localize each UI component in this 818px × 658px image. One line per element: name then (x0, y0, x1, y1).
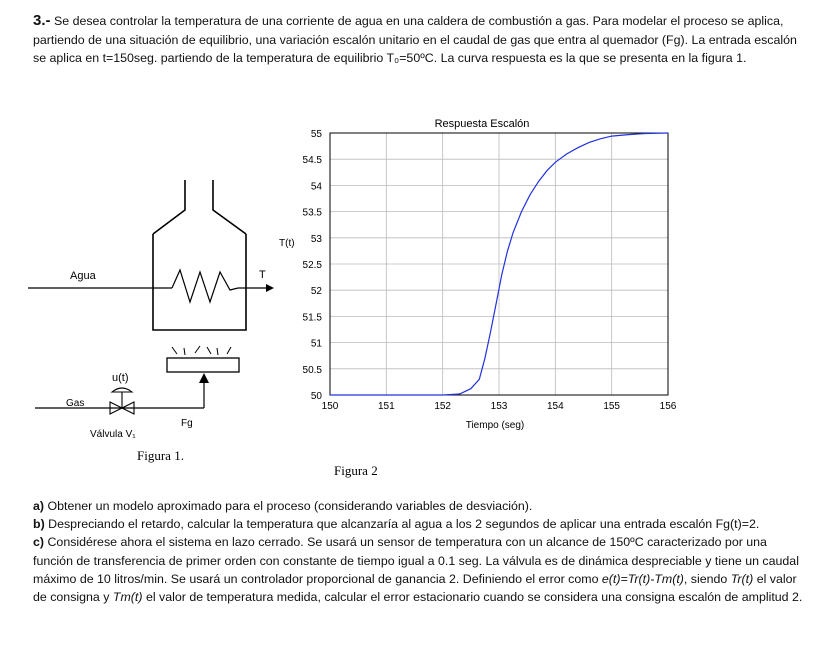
x-tick-label: 153 (490, 401, 508, 412)
figure1-caption: Figura 1. (137, 448, 184, 463)
heating-coil (172, 270, 238, 302)
label-fg: Fg (181, 418, 193, 429)
y-tick-label: 50 (310, 391, 322, 402)
x-tick-label: 152 (434, 401, 452, 412)
y-tick-label: 54 (310, 181, 322, 193)
y-tick-label: 54.5 (302, 155, 322, 167)
label-t-output: T (259, 269, 266, 281)
y-tick-label: 53 (310, 233, 322, 245)
y-tick-label: 52 (310, 286, 322, 298)
y-tick-label: 50.5 (302, 364, 322, 376)
problem-intro: Se desea controlar la temperatura de una corriente de agua en una caldera de combustión a gas. Para modelar el proceso se aplica, partiendo de una situación de equilibrio, una variación escalón unitario en el caudal de gas que entra al quemador (Fg). La entrada escalón se aplica en t=150seg. partiendo de la temperatura de equilibrio T₀=50ºC. La curva respuesta es la que se presenta en la figura 1. (33, 14, 797, 65)
flame-marks (172, 346, 231, 355)
y-tick-label: 52.5 (302, 260, 322, 271)
y-tick-label: 53.5 (302, 207, 322, 219)
questions (33, 497, 805, 606)
label-agua: Agua (70, 270, 96, 282)
x-tick-label: 150 (321, 401, 339, 412)
y-tick-label: 51 (310, 338, 322, 350)
problem-number: 3.- (33, 12, 51, 29)
x-tick-label: 154 (546, 401, 564, 412)
figure1-boiler-diagram (0, 170, 290, 470)
boiler-body (153, 234, 246, 330)
y-tick-label: 51.5 (302, 312, 322, 324)
label-gas: Gas (66, 398, 85, 409)
figure2-step-response-chart (270, 110, 690, 490)
x-tick-label: 155 (603, 401, 621, 412)
boiler-chimney (153, 180, 246, 234)
valve-icon (110, 388, 134, 414)
label-valve: Válvula V₁ (90, 429, 136, 440)
gas-arrow-icon (199, 373, 209, 383)
chart-x-tick-labels (322, 401, 677, 412)
question-b: b) Despreciando el retardo, calcular la temperatura que alcanzaría al agua a los 2 segundos de aplicar una entrada escalón Fg(t)=2. (33, 517, 760, 532)
chart-ylabel: T(t) (279, 238, 295, 249)
problem-statement (33, 12, 803, 68)
label-u: u(t) (112, 372, 129, 384)
question-a: a) Obtener un modelo aproximado para el proceso (considerando variables de desviación). (33, 499, 533, 513)
figure2-caption: Figura 2 (334, 463, 378, 478)
question-c: c) Considérese ahora el sistema en lazo cerrado. Se usará un sensor de temperatura con un alcance de 150ºC caracterizado por una función de transferencia de primer orden con constante de tiempo igual a 0.1 seg. La válvula es de dinámica despreciable y tiene un caudal máximo de 10 litros/min. Se usará un controlador proporcional de ganancia 2. Definiendo el error como e(t)=Tr(t)-Tm(t), siendo Tr(t) el valor de consigna y Tm(t) el valor de temperatura medida, calcular el error estacionario cuando se considera una consigna escalón de amplitud 2. (33, 535, 803, 605)
x-tick-label: 151 (377, 401, 395, 412)
chart-grid (330, 133, 668, 395)
chart-y-tick-labels (303, 129, 323, 402)
chart-xlabel: Tiempo (seg) (465, 420, 525, 431)
burner (167, 358, 239, 372)
y-tick-label: 55 (310, 129, 322, 140)
chart-title: Respuesta Escalón (434, 118, 530, 130)
x-tick-label: 156 (659, 401, 677, 412)
